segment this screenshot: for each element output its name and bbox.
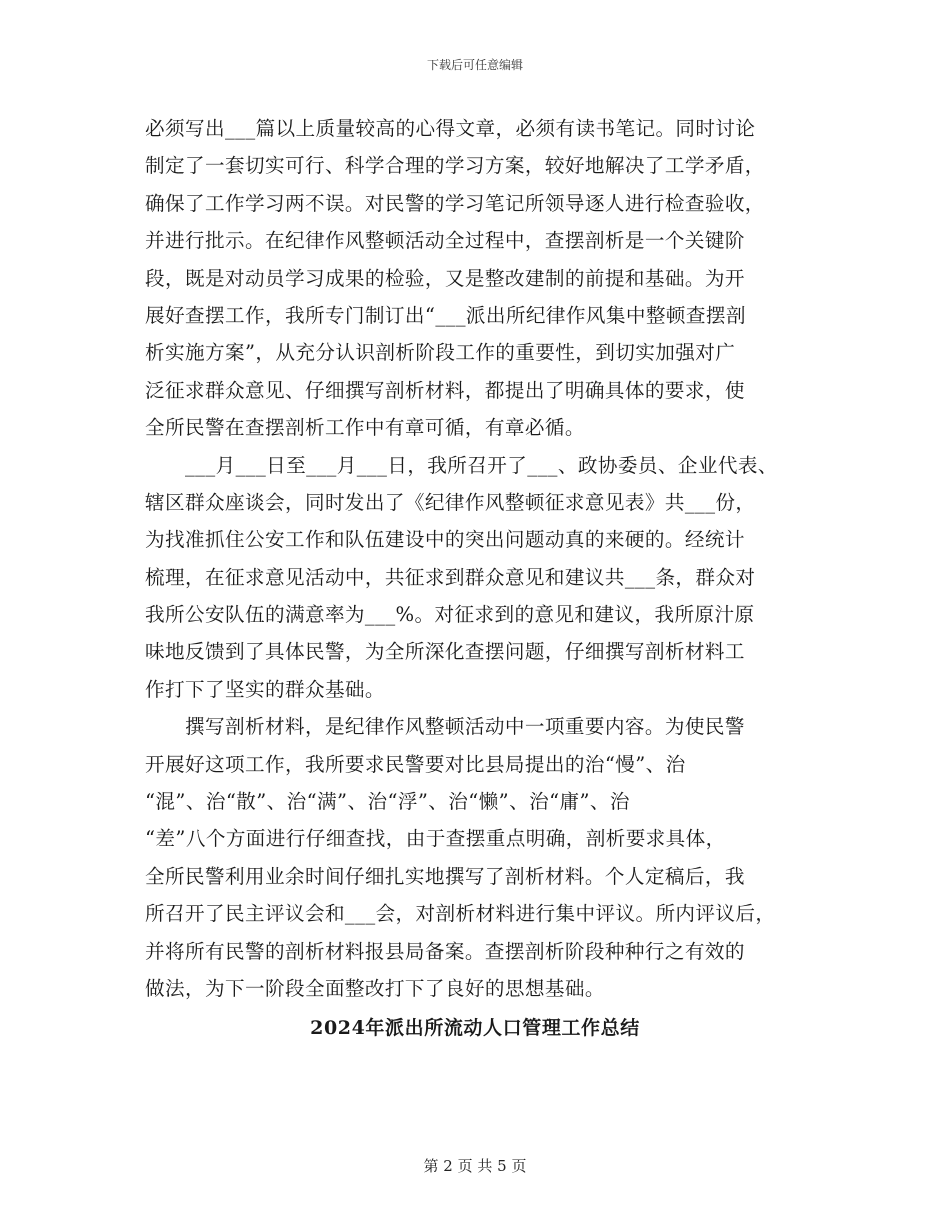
text-line: 所召开了民主评议会和___会，对剖析材料进行集中评议。所内评议后， <box>145 902 776 926</box>
text-line: 并将所有民警的剖析材料报县局备案。查摆剖析阶段种种行之有效的 <box>145 939 745 963</box>
text-line: 作打下了坚实的群众基础。 <box>145 677 385 701</box>
text-line: 并进行批示。在纪律作风整顿活动全过程中，查摆剖析是一个关键阶 <box>145 229 745 253</box>
text-line: 展好查摆工作，我所专门制订出“___派出所纪律作风集中整顿查摆剖 <box>145 303 746 327</box>
text-line: 析实施方案”，从充分认识剖析阶段工作的重要性，到切实加强对广 <box>145 341 736 365</box>
text-line: 开展好这项工作，我所要求民警要对比县局提出的治“慢”、治 <box>145 752 686 776</box>
body-text <box>145 110 835 1007</box>
page-header: 下载后可任意编辑 <box>426 58 523 72</box>
text-line: 做法，为下一阶段全面整改打下了良好的思想基础。 <box>145 976 605 1000</box>
text-line: “差”八个方面进行仔细查找，由于查摆重点明确，剖析要求具体， <box>145 827 726 851</box>
text-line: 必须写出___篇以上质量较高的心得文章，必须有读书笔记。同时讨论 <box>145 117 756 140</box>
text-line: 为找准抓住公安工作和队伍建设中的突出问题动真的来硬的。经统计 <box>145 528 745 552</box>
text-line: 泛征求群众意见、仔细撰写剖析材料，都提出了明确具体的要求，使 <box>145 378 745 402</box>
text-line: 全所民警在查摆剖析工作中有章可循，有章必循。 <box>145 416 585 440</box>
page-footer: 第 2 页 共 5 页 <box>423 1157 527 1175</box>
text-line: 味地反馈到了具体民警，为全所深化查摆问题，仔细撰写剖析材料工 <box>145 640 745 664</box>
text-line: 我所公安队伍的满意率为___%。对征求到的意见和建议，我所原汁原 <box>145 603 755 627</box>
section-title: 2024年派出所流动人口管理工作总结 <box>310 1017 640 1039</box>
text-line: 辖区群众座谈会，同时发出了《纪律作风整顿征求意见表》共___份， <box>145 490 756 514</box>
text-line: 制定了一套切实可行、科学合理的学习方案，较好地解决了工学矛盾， <box>145 154 765 178</box>
text-line: 段，既是对动员学习成果的检验，又是整改建制的前提和基础。为开 <box>145 266 745 290</box>
text-line: 撰写剖析材料，是纪律作风整顿活动中一项重要内容。为使民警 <box>145 715 745 739</box>
text-line: “混”、治“散”、治“满”、治“浮”、治“懒”、治“庸”、治 <box>145 790 630 814</box>
text-line: 梳理，在征求意见活动中，共征求到群众意见和建议共___条，群众对 <box>145 565 756 589</box>
text-line: 确保了工作学习两不误。对民警的学习笔记所领导逐人进行检查验收， <box>145 191 765 215</box>
text-line: 全所民警利用业余时间仔细扎实地撰写了剖析材料。个人定稿后，我 <box>145 864 745 888</box>
text-line: ___月___日至___月___日，我所召开了___、政协委员、企业代表、 <box>145 453 778 477</box>
